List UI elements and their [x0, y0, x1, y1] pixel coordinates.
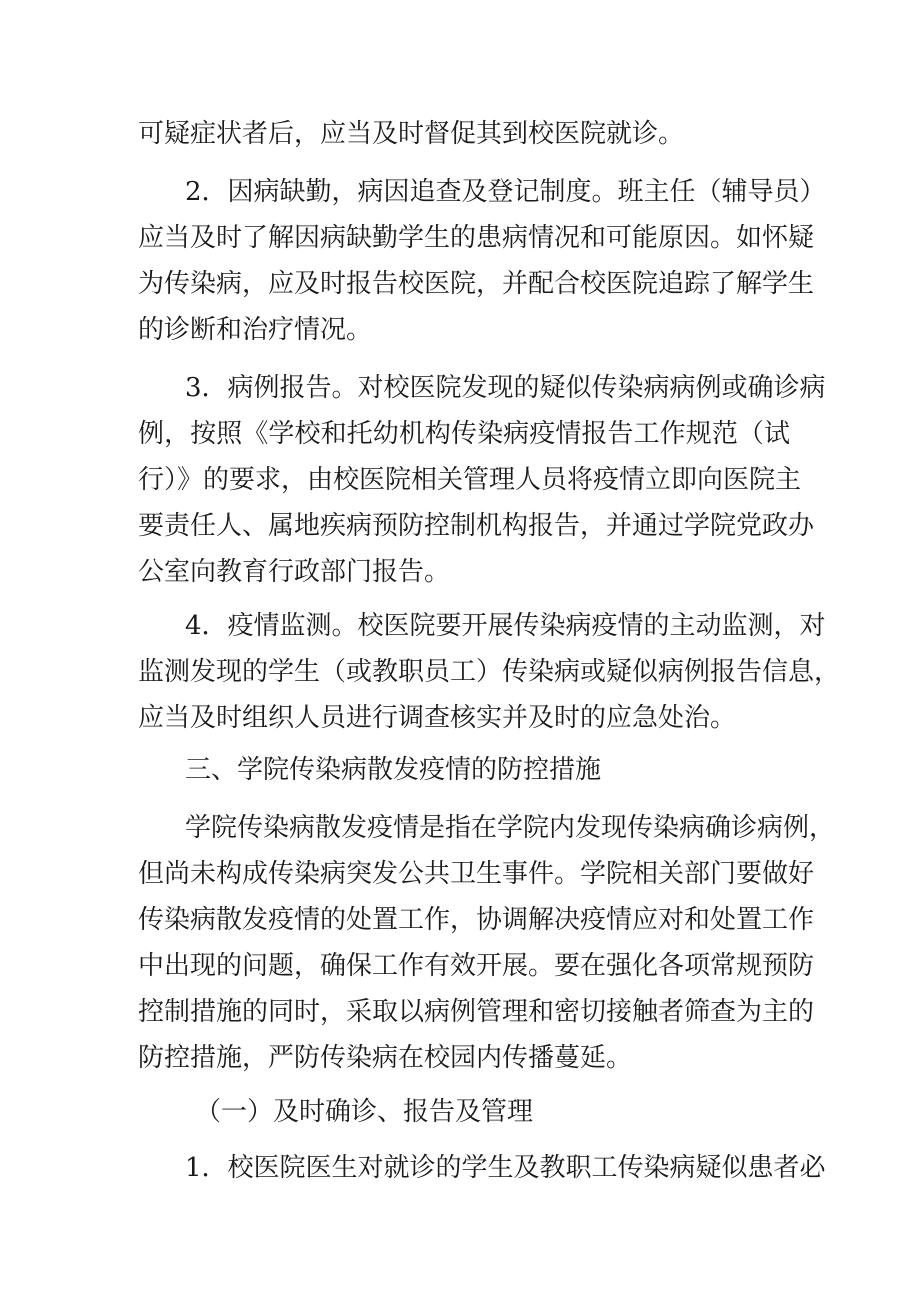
paragraph-line: 行）》的要求，由校医院相关管理人员将疫情立即向医院主	[138, 465, 802, 495]
paragraph-line: 应当及时了解因病缺勤学生的患病情况和可能原因。如怀疑	[138, 223, 815, 253]
paragraph-line: 的诊断和治疗情况。	[138, 315, 373, 345]
paragraph-line: 例，按照《学校和托幼机构传染病疫情报告工作规范（试	[138, 419, 790, 449]
paragraph-line: 监测发现的学生（或教职员工）传染病或疑似病例报告信息，	[138, 657, 841, 687]
paragraph-line: 2．因病缺勤，病因追查及登记制度。班主任（辅导员）	[185, 177, 826, 207]
paragraph-line: 为传染病，应及时报告校医院，并配合校医院追踪了解学生	[138, 269, 815, 299]
paragraph-line: 3．病例报告。对校医院发现的疑似传染病病例或确诊病	[185, 373, 826, 403]
paragraph-line: 1．校医院医生对就诊的学生及教职工传染病疑似患者必	[185, 1153, 826, 1183]
paragraph-line: 要责任人、属地疾病预防控制机构报告，并通过学院党政办	[138, 511, 815, 541]
subsection-heading: （一）及时确诊、报告及管理	[195, 1097, 534, 1127]
paragraph-line: 可疑症状者后，应当及时督促其到校医院就诊。	[138, 119, 685, 149]
paragraph-line: 控制措施的同时，采取以病例管理和密切接触者筛查为主的	[138, 997, 815, 1027]
paragraph-line: 4．疫情监测。校医院要开展传染病疫情的主动监测，对	[185, 611, 826, 641]
paragraph-line: 防控措施，严防传染病在校园内传播蔓延。	[138, 1043, 633, 1073]
paragraph-line: 公室向教育行政部门报告。	[138, 557, 451, 587]
section-heading: 三、学院传染病散发疫情的防控措施	[185, 755, 602, 785]
paragraph-line: 但尚未构成传染病突发公共卫生事件。学院相关部门要做好	[138, 859, 815, 889]
paragraph-line: 中出现的问题，确保工作有效开展。要在强化各项常规预防	[138, 951, 815, 981]
paragraph-line: 学院传染病散发疫情是指在学院内发现传染病确诊病例，	[185, 813, 836, 843]
paragraph-line: 应当及时组织人员进行调查核实并及时的应急处治。	[138, 703, 737, 733]
paragraph-line: 传染病散发疫情的处置工作，协调解决疫情应对和处置工作	[138, 905, 815, 935]
